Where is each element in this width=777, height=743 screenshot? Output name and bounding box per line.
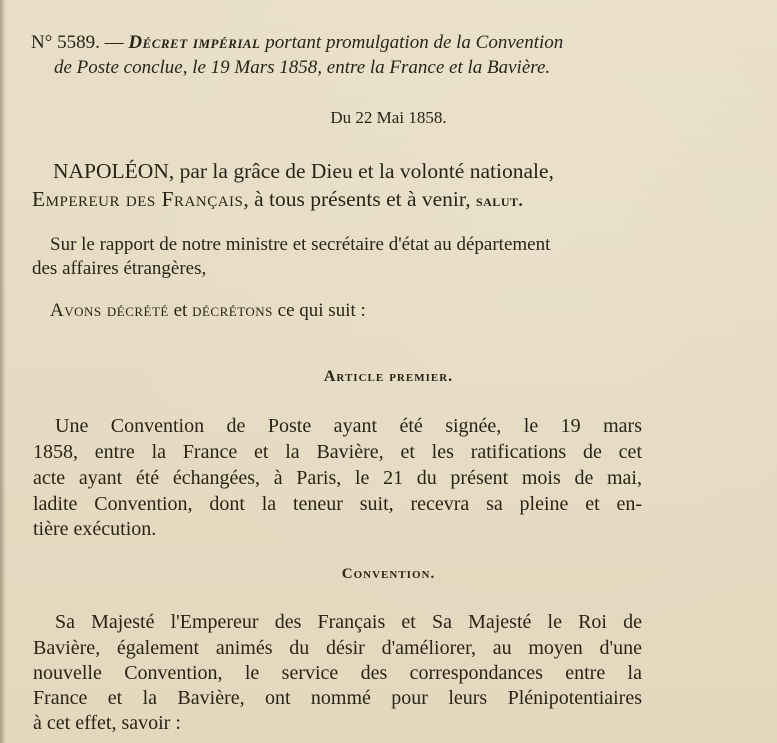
rapport-line-2: des affaires étrangères, bbox=[32, 258, 207, 279]
avons-rest: ce qui suit : bbox=[272, 300, 366, 321]
article-line-5: tière exécution. bbox=[33, 518, 157, 540]
preamble-middle: , à tous présents et à venir, bbox=[243, 187, 476, 211]
article-line-2: 1858, entre la France et la Bavière, et les ratifications de cet bbox=[33, 441, 642, 463]
convention-line-4: France et la Bavière, ont nommé pour leurs Plénipotentiaires bbox=[33, 687, 642, 709]
article-line-1: Une Convention de Poste ayant été signée, le 19 mars bbox=[55, 415, 642, 437]
article-line-4: ladite Convention, dont la teneur suit, recevra sa pleine et en- bbox=[33, 493, 642, 515]
preamble-salut: salut. bbox=[475, 191, 524, 210]
rapport-line-1: Sur le rapport de notre ministre et secrétaire d'état au département bbox=[50, 234, 551, 255]
decree-header-line-1 bbox=[31, 32, 563, 54]
decree-number: N° 5589. bbox=[31, 32, 100, 53]
decree-title-prefix: Décret impérial bbox=[128, 32, 261, 53]
article-heading: Article premier. bbox=[323, 368, 454, 385]
preamble-emperor: Empereur des Français bbox=[32, 187, 244, 211]
convention-line-3: nouvelle Convention, le service des correspondances entre la bbox=[33, 662, 642, 684]
avons-et: et bbox=[168, 300, 193, 321]
decree-dash: — bbox=[99, 32, 129, 53]
convention-heading: Convention. bbox=[341, 566, 436, 582]
convention-line-5: à cet effet, savoir : bbox=[33, 712, 181, 734]
decree-header-line-2: de Poste conclue, le 19 Mars 1858, entre la France et la Bavière. bbox=[54, 57, 551, 78]
convention-line-2: Bavière, également animés du désir d'améliorer, au moyen d'une bbox=[33, 637, 642, 659]
convention-line-1: Sa Majesté l'Empereur des Français et Sa Majesté le Roi de bbox=[55, 611, 642, 633]
avons-decrete: Avons décrété bbox=[50, 300, 169, 321]
article-line-3: acte ayant été échangées, à Paris, le 21 du présent mois de mai, bbox=[33, 467, 642, 489]
decree-title-rest: portant promulgation de la Convention bbox=[260, 32, 564, 53]
avons-line bbox=[50, 300, 366, 322]
decree-date: Du 22 Mai 1858. bbox=[330, 108, 447, 127]
avons-decretons: décrétons bbox=[192, 300, 273, 321]
preamble-line-1: NAPOLÉON, par la grâce de Dieu et la volonté nationale, bbox=[53, 159, 554, 183]
preamble-line-2 bbox=[32, 186, 523, 214]
